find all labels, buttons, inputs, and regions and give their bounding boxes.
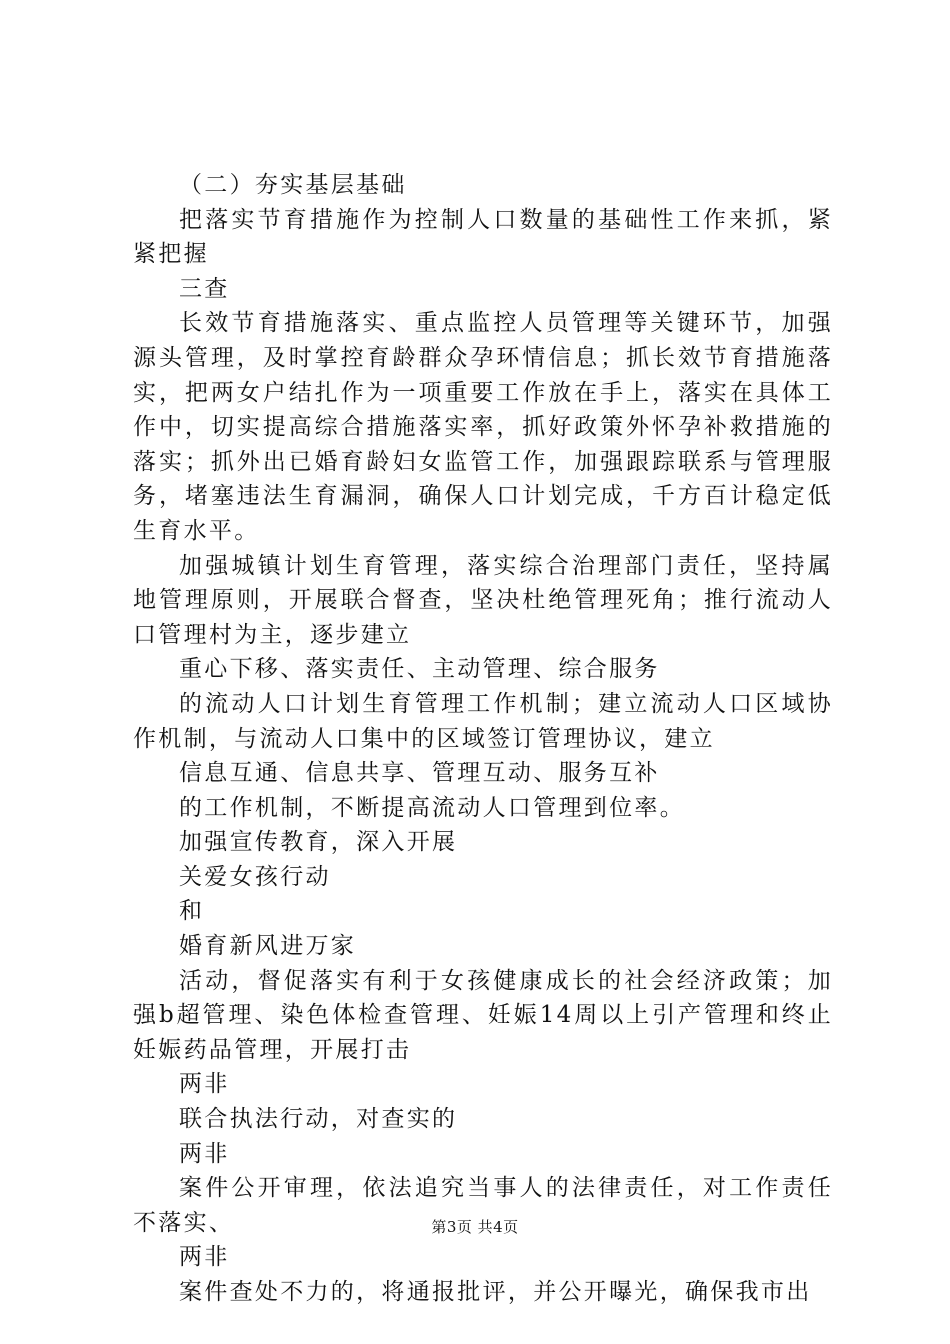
paragraph: 长效节育措施落实、重点监控人员管理等关键环节，加强源头管理，及时掌控育龄群众孕环情信息；抓长效节育措施落实，把两女户结扎作为一项重要工作放在手上，落实在具体工作中，切实提高综合措施落实率，抓好政策外怀孕补救措施的落实；抓外出已婚育龄妇女监管工作，加强跟踪联系与管理服务，堵塞违法生育漏洞，确保人口计划完成，千方百计稳定低生育水平。 [133, 310, 833, 544]
paragraph: 关爱女孩行动 [179, 863, 331, 890]
paragraph: 两非 [179, 1140, 230, 1167]
paragraph: 的工作机制，不断提高流动人口管理到位率。 [179, 794, 685, 821]
paragraph: 联合执法行动，对查实的 [179, 1106, 458, 1133]
paragraph: 的流动人口计划生育管理工作机制；建立流动人口区域协作机制，与流动人口集中的区域签订管理协议，建立 [133, 690, 833, 752]
paragraph: 加强宣传教育，深入开展 [179, 829, 458, 856]
paragraph: 信息互通、信息共享、管理互动、服务互补 [179, 760, 660, 787]
document-body [133, 168, 833, 1310]
paragraph: 婚育新风进万家 [179, 933, 357, 960]
paragraph: 活动，督促落实有利于女孩健康成长的社会经济政策；加强b超管理、染色体检查管理、妊娠14周以上引产管理和终止妊娠药品管理，开展打击 [133, 967, 833, 1063]
paragraph: 两非 [179, 1071, 230, 1098]
paragraph: 和 [179, 898, 205, 925]
paragraph: 案件公开审理，依法追究当事人的法律责任，对工作责任不落实、 [133, 1175, 833, 1236]
paragraph-heading: （二）夯实基层基础 [179, 172, 407, 198]
paragraph: 三查 [179, 275, 230, 302]
paragraph: 两非 [179, 1244, 230, 1271]
paragraph: 重心下移、落实责任、主动管理、综合服务 [179, 656, 660, 683]
paragraph: 案件查处不力的，将通报批评，并公开曝光，确保我市出 [179, 1279, 812, 1305]
paragraph: 把落实节育措施作为控制人口数量的基础性工作来抓，紧紧把握 [133, 206, 833, 268]
paragraph: 加强城镇计划生育管理，落实综合治理部门责任，坚持属地管理原则，开展联合督查，坚决杜绝管理死角；推行流动人口管理村为主，逐步建立 [133, 552, 833, 648]
page-number-footer: 第3页 共4页 [431, 1218, 519, 1236]
